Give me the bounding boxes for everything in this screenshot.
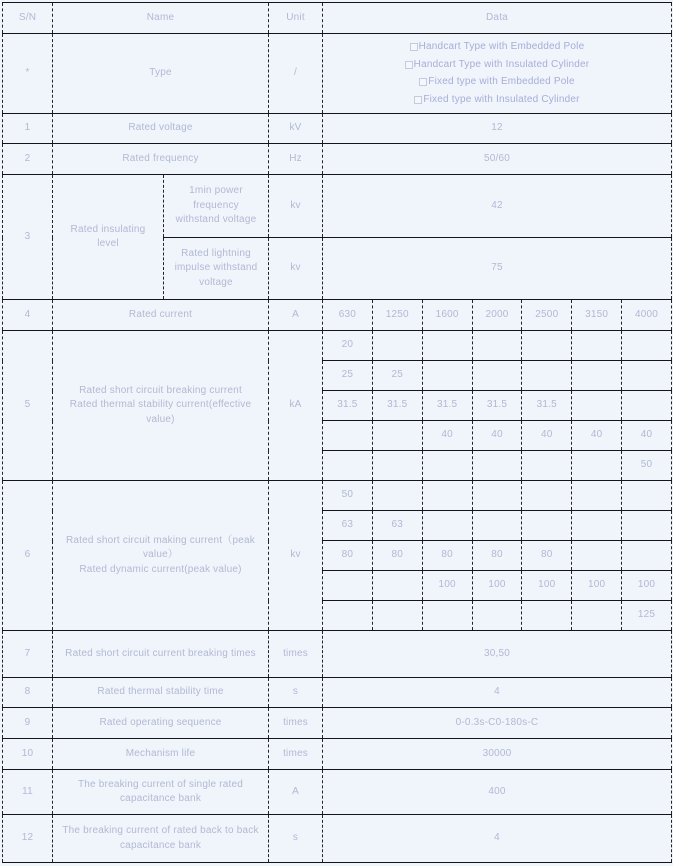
- grid-cell: 63: [372, 511, 422, 541]
- sn-cell: 1: [3, 114, 53, 144]
- checkbox-icon[interactable]: [419, 78, 427, 86]
- grid-cell: [472, 481, 522, 511]
- grid-cell: [422, 361, 472, 391]
- unit-cell: kv: [269, 481, 323, 631]
- type-option-label: Handcart Type with Embedded Pole: [418, 41, 585, 52]
- grid-cell: 50: [323, 481, 373, 511]
- grid-cell: 31.5: [422, 391, 472, 421]
- grid-cell: 50: [622, 451, 672, 481]
- grid-cell: 31.5: [372, 391, 422, 421]
- type-option: [419, 75, 574, 90]
- grid-cell: [622, 361, 672, 391]
- sn-cell: 3: [3, 175, 53, 300]
- grid-cell: 100: [572, 571, 622, 601]
- grid-cell: [472, 451, 522, 481]
- column-header-data: Data: [323, 3, 672, 34]
- grid-cell: [372, 421, 422, 451]
- grid-cell: [572, 601, 622, 631]
- spec-table: [2, 2, 672, 863]
- value-cell: 42: [323, 175, 672, 238]
- unit-cell: kA: [269, 331, 323, 481]
- name-cell: Rated short circuit current breaking times: [53, 631, 269, 678]
- grid-cell: [422, 511, 472, 541]
- sn-cell: 11: [3, 770, 53, 815]
- column-header-name: Name: [53, 3, 269, 34]
- grid-cell: 40: [572, 421, 622, 451]
- grid-cell: [372, 571, 422, 601]
- sn-cell: 12: [3, 815, 53, 863]
- grid-cell: [572, 361, 622, 391]
- value-cell: [323, 34, 672, 114]
- grid-cell: [572, 451, 622, 481]
- unit-cell: kv: [269, 175, 323, 238]
- grid-cell: [572, 511, 622, 541]
- grid-cell: [522, 511, 572, 541]
- grid-cell: [422, 601, 472, 631]
- value-cell: 75: [323, 238, 672, 300]
- sn-cell: 8: [3, 678, 53, 708]
- checkbox-icon[interactable]: [414, 96, 422, 104]
- grid-cell: 3150: [572, 300, 622, 331]
- type-options: [329, 40, 665, 107]
- grid-cell: 630: [323, 300, 373, 331]
- grid-cell: 100: [522, 571, 572, 601]
- type-option: [410, 40, 585, 55]
- grid-cell: [622, 481, 672, 511]
- grid-cell: [372, 601, 422, 631]
- grid-cell: 80: [372, 541, 422, 571]
- subname-cell: Rated lightning impulse withstand voltage: [164, 238, 269, 300]
- grid-cell: 1250: [372, 300, 422, 331]
- sn-cell: 4: [3, 300, 53, 331]
- name-cell: Type: [53, 34, 269, 114]
- grid-cell: [422, 481, 472, 511]
- grid-cell: 40: [422, 421, 472, 451]
- grid-cell: 100: [472, 571, 522, 601]
- grid-cell: [522, 481, 572, 511]
- sn-cell: 7: [3, 631, 53, 678]
- checkbox-icon[interactable]: [405, 61, 413, 69]
- column-header-unit: Unit: [269, 3, 323, 34]
- grid-cell: 40: [622, 421, 672, 451]
- name-line-2: Rated dynamic current(peak value): [79, 563, 242, 575]
- unit-cell: times: [269, 739, 323, 770]
- unit-cell: times: [269, 708, 323, 739]
- grid-cell: [572, 481, 622, 511]
- unit-cell: times: [269, 631, 323, 678]
- name-cell: Rated insulating level: [53, 175, 164, 300]
- name-cell: Rated voltage: [53, 114, 269, 144]
- name-cell: Mechanism life: [53, 739, 269, 770]
- grid-cell: [372, 451, 422, 481]
- checkbox-icon[interactable]: [410, 43, 418, 51]
- grid-cell: 80: [472, 541, 522, 571]
- grid-cell: 31.5: [472, 391, 522, 421]
- type-option: [414, 93, 579, 108]
- unit-cell: kV: [269, 114, 323, 144]
- grid-cell: [472, 601, 522, 631]
- unit-cell: A: [269, 300, 323, 331]
- grid-cell: 80: [422, 541, 472, 571]
- grid-cell: 100: [422, 571, 472, 601]
- grid-cell: 4000: [622, 300, 672, 331]
- grid-cell: [323, 421, 373, 451]
- name-cell: [53, 331, 269, 481]
- grid-cell: [522, 361, 572, 391]
- subname-cell: 1min power frequency withstand voltage: [164, 175, 269, 238]
- grid-cell: 125: [622, 601, 672, 631]
- grid-cell: [323, 571, 373, 601]
- grid-cell: 2500: [522, 300, 572, 331]
- grid-cell: 25: [372, 361, 422, 391]
- unit-cell: s: [269, 815, 323, 863]
- grid-cell: [472, 361, 522, 391]
- grid-cell: 31.5: [522, 391, 572, 421]
- grid-cell: 40: [472, 421, 522, 451]
- value-cell: 4: [323, 678, 672, 708]
- grid-cell: [572, 541, 622, 571]
- grid-cell: [323, 451, 373, 481]
- type-option-label: Fixed type with Insulated Cylinder: [423, 93, 580, 105]
- grid-cell: [372, 481, 422, 511]
- grid-cell: [422, 451, 472, 481]
- unit-cell: kv: [269, 238, 323, 300]
- sn-cell: 10: [3, 739, 53, 770]
- value-cell: 30,50: [323, 631, 672, 678]
- grid-cell: [422, 331, 472, 361]
- grid-cell: 40: [522, 421, 572, 451]
- grid-cell: 25: [323, 361, 373, 391]
- grid-cell: 2000: [472, 300, 522, 331]
- name-cell: The breaking current of rated back to back capacitance bank: [53, 815, 269, 863]
- grid-cell: [472, 511, 522, 541]
- name-cell: [53, 481, 269, 631]
- grid-cell: 20: [323, 331, 373, 361]
- name-cell: Rated current: [53, 300, 269, 331]
- sn-cell: *: [3, 34, 53, 114]
- grid-cell: [622, 331, 672, 361]
- sn-cell: 5: [3, 331, 53, 481]
- grid-cell: [622, 511, 672, 541]
- value-cell: 30000: [323, 739, 672, 770]
- type-option-label: Fixed type with Embedded Pole: [428, 76, 575, 87]
- value-cell: 0-0.3s-C0-180s-C: [323, 708, 672, 739]
- type-option-label: Handcart Type with Insulated Cylinder: [413, 58, 590, 70]
- grid-cell: 80: [522, 541, 572, 571]
- type-option: [405, 58, 590, 73]
- name-line-1: Rated short circuit breaking current: [79, 384, 242, 396]
- sn-cell: 2: [3, 144, 53, 175]
- grid-cell: [323, 601, 373, 631]
- sn-cell: 9: [3, 708, 53, 739]
- name-cell: Rated operating sequence: [53, 708, 269, 739]
- grid-cell: [572, 331, 622, 361]
- grid-cell: 80: [323, 541, 373, 571]
- grid-cell: 31.5: [323, 391, 373, 421]
- column-header-sn: S/N: [3, 3, 53, 34]
- unit-cell: Hz: [269, 144, 323, 175]
- grid-cell: [472, 331, 522, 361]
- grid-cell: 100: [622, 571, 672, 601]
- unit-cell: s: [269, 678, 323, 708]
- name-cell: Rated thermal stability time: [53, 678, 269, 708]
- grid-cell: [522, 601, 572, 631]
- name-line-2: Rated thermal stability current(effective value): [69, 399, 252, 425]
- grid-cell: [522, 451, 572, 481]
- name-cell: Rated frequency: [53, 144, 269, 175]
- value-cell: 50/60: [323, 144, 672, 175]
- grid-cell: [622, 541, 672, 571]
- sn-cell: 6: [3, 481, 53, 631]
- value-cell: 400: [323, 770, 672, 815]
- unit-cell: /: [269, 34, 323, 114]
- name-cell: The breaking current of single rated capacitance bank: [53, 770, 269, 815]
- grid-cell: [622, 391, 672, 421]
- name-line-1: Rated short circuit making current（peak value）: [66, 534, 255, 561]
- grid-cell: [572, 391, 622, 421]
- value-cell: 4: [323, 815, 672, 863]
- grid-cell: 63: [323, 511, 373, 541]
- grid-cell: [372, 331, 422, 361]
- value-cell: 12: [323, 114, 672, 144]
- grid-cell: [522, 331, 572, 361]
- unit-cell: A: [269, 770, 323, 815]
- grid-cell: 1600: [422, 300, 472, 331]
